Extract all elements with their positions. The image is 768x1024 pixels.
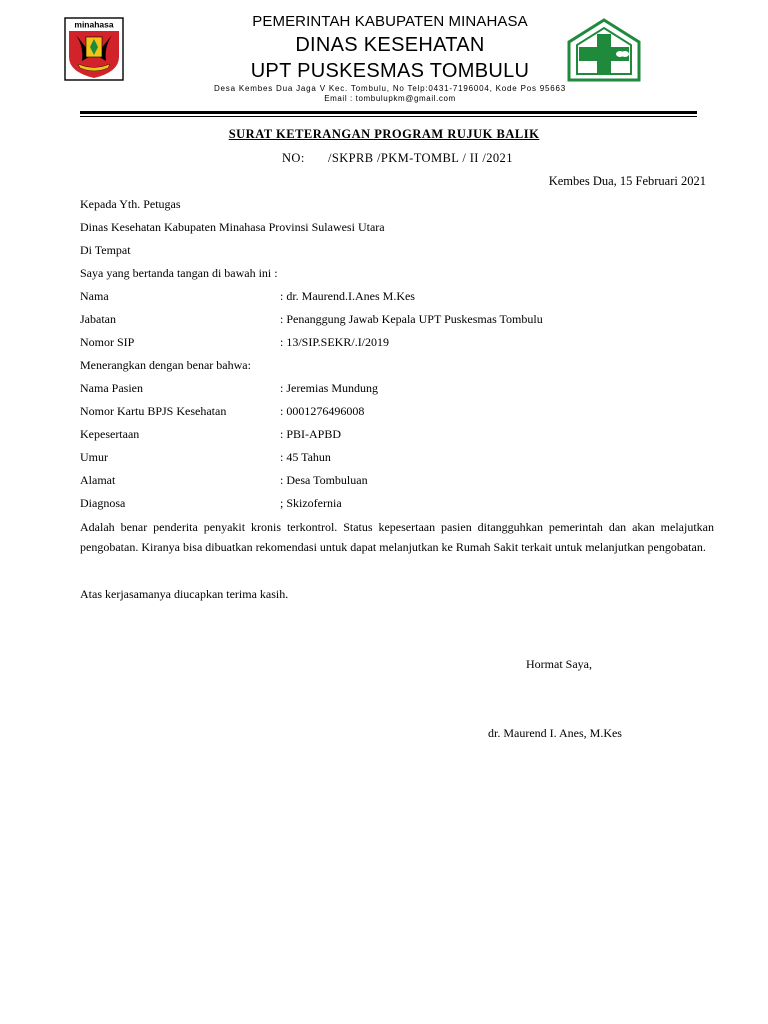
field-value: ; Skizofernia (280, 496, 342, 510)
field-value: : Desa Tombuluan (280, 473, 368, 487)
recipient-place: Di Tempat (80, 243, 131, 257)
letter-title: SURAT KETERANGAN PROGRAM RUJUK BALIK (228, 127, 540, 141)
letterhead-divider-thin (80, 116, 697, 117)
letter-number (282, 151, 513, 166)
field-label: Nama (80, 289, 109, 303)
field-value: : 13/SIP.SEKR/.I/2019 (280, 335, 390, 349)
field-label: Nomor Kartu BPJS Kesehatan (80, 404, 227, 418)
field-label: Jabatan (80, 312, 116, 326)
puskesmas-logo-icon (567, 18, 641, 82)
statement-line: Menerangkan dengan benar bahwa: (80, 358, 251, 372)
field-value: : Penanggung Jawab Kepala UPT Puskesmas Tombulu (280, 312, 543, 326)
field-label: Alamat (80, 473, 116, 487)
field-label: Nomor SIP (80, 335, 135, 349)
field-value: : dr. Maurend.I.Anes M.Kes (280, 289, 415, 303)
letterhead (160, 12, 620, 104)
closing-salutation: Hormat Saya, (526, 657, 592, 671)
agency-name: DINAS KESEHATAN (295, 34, 485, 56)
field-label: Diagnosa (80, 496, 126, 510)
field-value: : PBI-APBD (280, 427, 342, 441)
intro-line: Saya yang bertanda tangan di bawah ini : (80, 266, 278, 280)
field-label: Umur (80, 450, 108, 464)
field-label: Nama Pasien (80, 381, 143, 395)
recipient-agency: Dinas Kesehatan Kabupaten Minahasa Provinsi Sulawesi Utara (80, 220, 385, 234)
emblem-label: minahasa (74, 19, 114, 30)
recipient-line: Kepada Yth. Petugas (80, 197, 181, 211)
field-value: : 0001276496008 (280, 404, 365, 418)
address-line: Desa Kembes Dua Jaga V Kec. Tombulu, No Telp:0431-7196004, Kode Pos 95663 (213, 84, 567, 93)
body-paragraph: Adalah benar penderita penyakit kronis terkontrol. Status kepesertaan pasien ditangguhkan pemerintah dan akan melajutkan pengobatan. Kiranya bisa dibuatkan rekomendasi untuk dapat melanjutkan ke Rumah Sakit terkait untuk melanjutkan pengobatan. (80, 520, 714, 554)
field-value: : Jeremias Mundung (280, 381, 378, 395)
puskesmas-name: UPT PUSKESMAS TOMBULU (250, 60, 530, 82)
signature-name: dr. Maurend I. Anes, M.Kes (488, 726, 622, 740)
thanks-line: Atas kerjasamanya diucapkan terima kasih. (80, 587, 289, 601)
field-value: : 45 Tahun (280, 450, 331, 464)
minahasa-emblem-icon (64, 17, 124, 81)
field-label: Kepesertaan (80, 427, 140, 441)
letter-number-label: NO: (282, 151, 305, 165)
letter-date: Kembes Dua, 15 Februari 2021 (548, 174, 706, 188)
government-name: PEMERINTAH KABUPATEN MINAHASA (252, 13, 528, 30)
letter-number-value: /SKPRB /PKM-TOMBL / II /2021 (328, 151, 513, 165)
letterhead-divider-thick (80, 111, 697, 114)
email-line: Email : tombulupkm@gmail.com (324, 94, 456, 103)
